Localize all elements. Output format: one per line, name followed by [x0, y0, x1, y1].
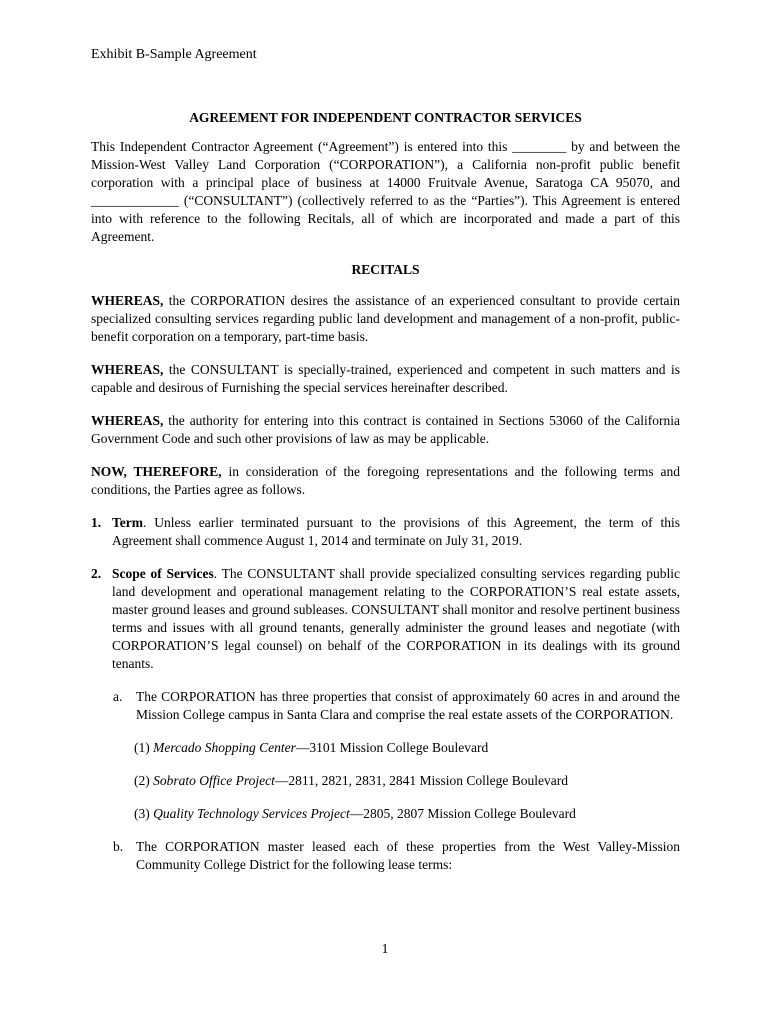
sub-item-a	[113, 688, 680, 724]
property-name: Mercado Shopping Center	[153, 740, 296, 755]
section-number: 2.	[91, 566, 102, 581]
scope-section	[91, 565, 680, 673]
agreement-title: AGREEMENT FOR INDEPENDENT CONTRACTOR SERVICES	[189, 110, 582, 125]
intro-paragraph: This Independent Contractor Agreement (“Agreement”) is entered into this ________ by and between the Mission-West Valley Land Corporation (“CORPORATION”), a California non-profit public benefit corporation with a principal place of business at 14000 Fruitvale Avenue, Saratoga CA 95070, and _____________ (“CONSULTANT”) (collectively referred to as the “Parties”). This Agreement is entered into with reference to the following Recitals, all of which are incorporated and made a part of this Agreement.	[91, 139, 680, 244]
property-name: Sobrato Office Project	[153, 773, 275, 788]
whereas-text: the authority for entering into this contract is contained in Sections 53060 of the California Government Code and such other provisions of law as may be applicable.	[91, 413, 680, 446]
section-lead: Term	[112, 515, 143, 530]
whereas-lead: WHEREAS,	[91, 293, 164, 308]
property-item	[134, 739, 680, 757]
section-body: . The CONSULTANT shall provide specialized consulting services regarding public land development and operational management relating to the CORPORATION’S real estate assets, master ground leases and ground subleases. CONSULTANT shall monitor and resolve pertinent business terms and issues with all ground tenants, generally administer the ground leases and negotiate (with CORPORATION’S legal counsel) on behalf of the CORPORATION in its dealings with its ground tenants.	[112, 566, 681, 671]
property-number: (1)	[134, 740, 150, 755]
property-address: —2811, 2821, 2831, 2841 Mission College Boulevard	[274, 773, 568, 788]
now-therefore-paragraph	[91, 463, 680, 499]
agreement-body	[91, 109, 680, 889]
now-therefore-lead: NOW, THEREFORE,	[91, 464, 222, 479]
section-text	[112, 514, 680, 550]
sub-item-b	[113, 838, 680, 874]
exhibit-header: Exhibit B-Sample Agreement	[91, 47, 257, 62]
sub-item-text: The CORPORATION has three properties that consist of approximately 60 acres in and around the Mission College campus in Santa Clara and comprise the real estate assets of the CORPORATION.	[136, 689, 680, 722]
whereas-paragraph	[91, 412, 680, 448]
property-address: —2805, 2807 Mission College Boulevard	[349, 806, 576, 821]
section-lead: Scope of Services	[112, 566, 214, 581]
section-number: 1.	[91, 515, 102, 530]
now-therefore-text: in consideration of the foregoing representations and the following terms and conditions, the Parties agree as follows.	[91, 464, 680, 497]
whereas-lead: WHEREAS,	[91, 362, 164, 377]
recitals-heading: RECITALS	[351, 262, 420, 277]
sub-item-text: The CORPORATION master leased each of these properties from the West Valley-Mission Community College District for the following lease terms:	[136, 839, 680, 872]
property-item	[134, 772, 680, 790]
whereas-text: the CORPORATION desires the assistance of an experienced consultant to provide certain specialized consulting services regarding public land development and management of a non-profit, public-benefit corporation on a temporary, part-time basis.	[91, 293, 680, 344]
property-item	[134, 805, 680, 823]
property-name: Quality Technology Services Project	[153, 806, 350, 821]
section-text	[112, 565, 680, 673]
page-number: 1	[381, 942, 389, 957]
property-number: (3)	[134, 806, 150, 821]
whereas-text: the CONSULTANT is specially-trained, experienced and competent in such matters and is capable and desirous of Furnishing the special services hereinafter described.	[91, 362, 680, 395]
whereas-paragraph	[91, 292, 680, 346]
term-section	[91, 514, 680, 550]
property-address: —3101 Mission College Boulevard	[295, 740, 489, 755]
sub-item-letter: b.	[113, 839, 124, 854]
whereas-lead: WHEREAS,	[91, 413, 164, 428]
whereas-paragraph	[91, 361, 680, 397]
sub-item-letter: a.	[113, 689, 123, 704]
property-number: (2)	[134, 773, 150, 788]
section-body: . Unless earlier terminated pursuant to the provisions of this Agreement, the term of this Agreement shall commence August 1, 2014 and terminate on July 31, 2019.	[112, 515, 680, 548]
